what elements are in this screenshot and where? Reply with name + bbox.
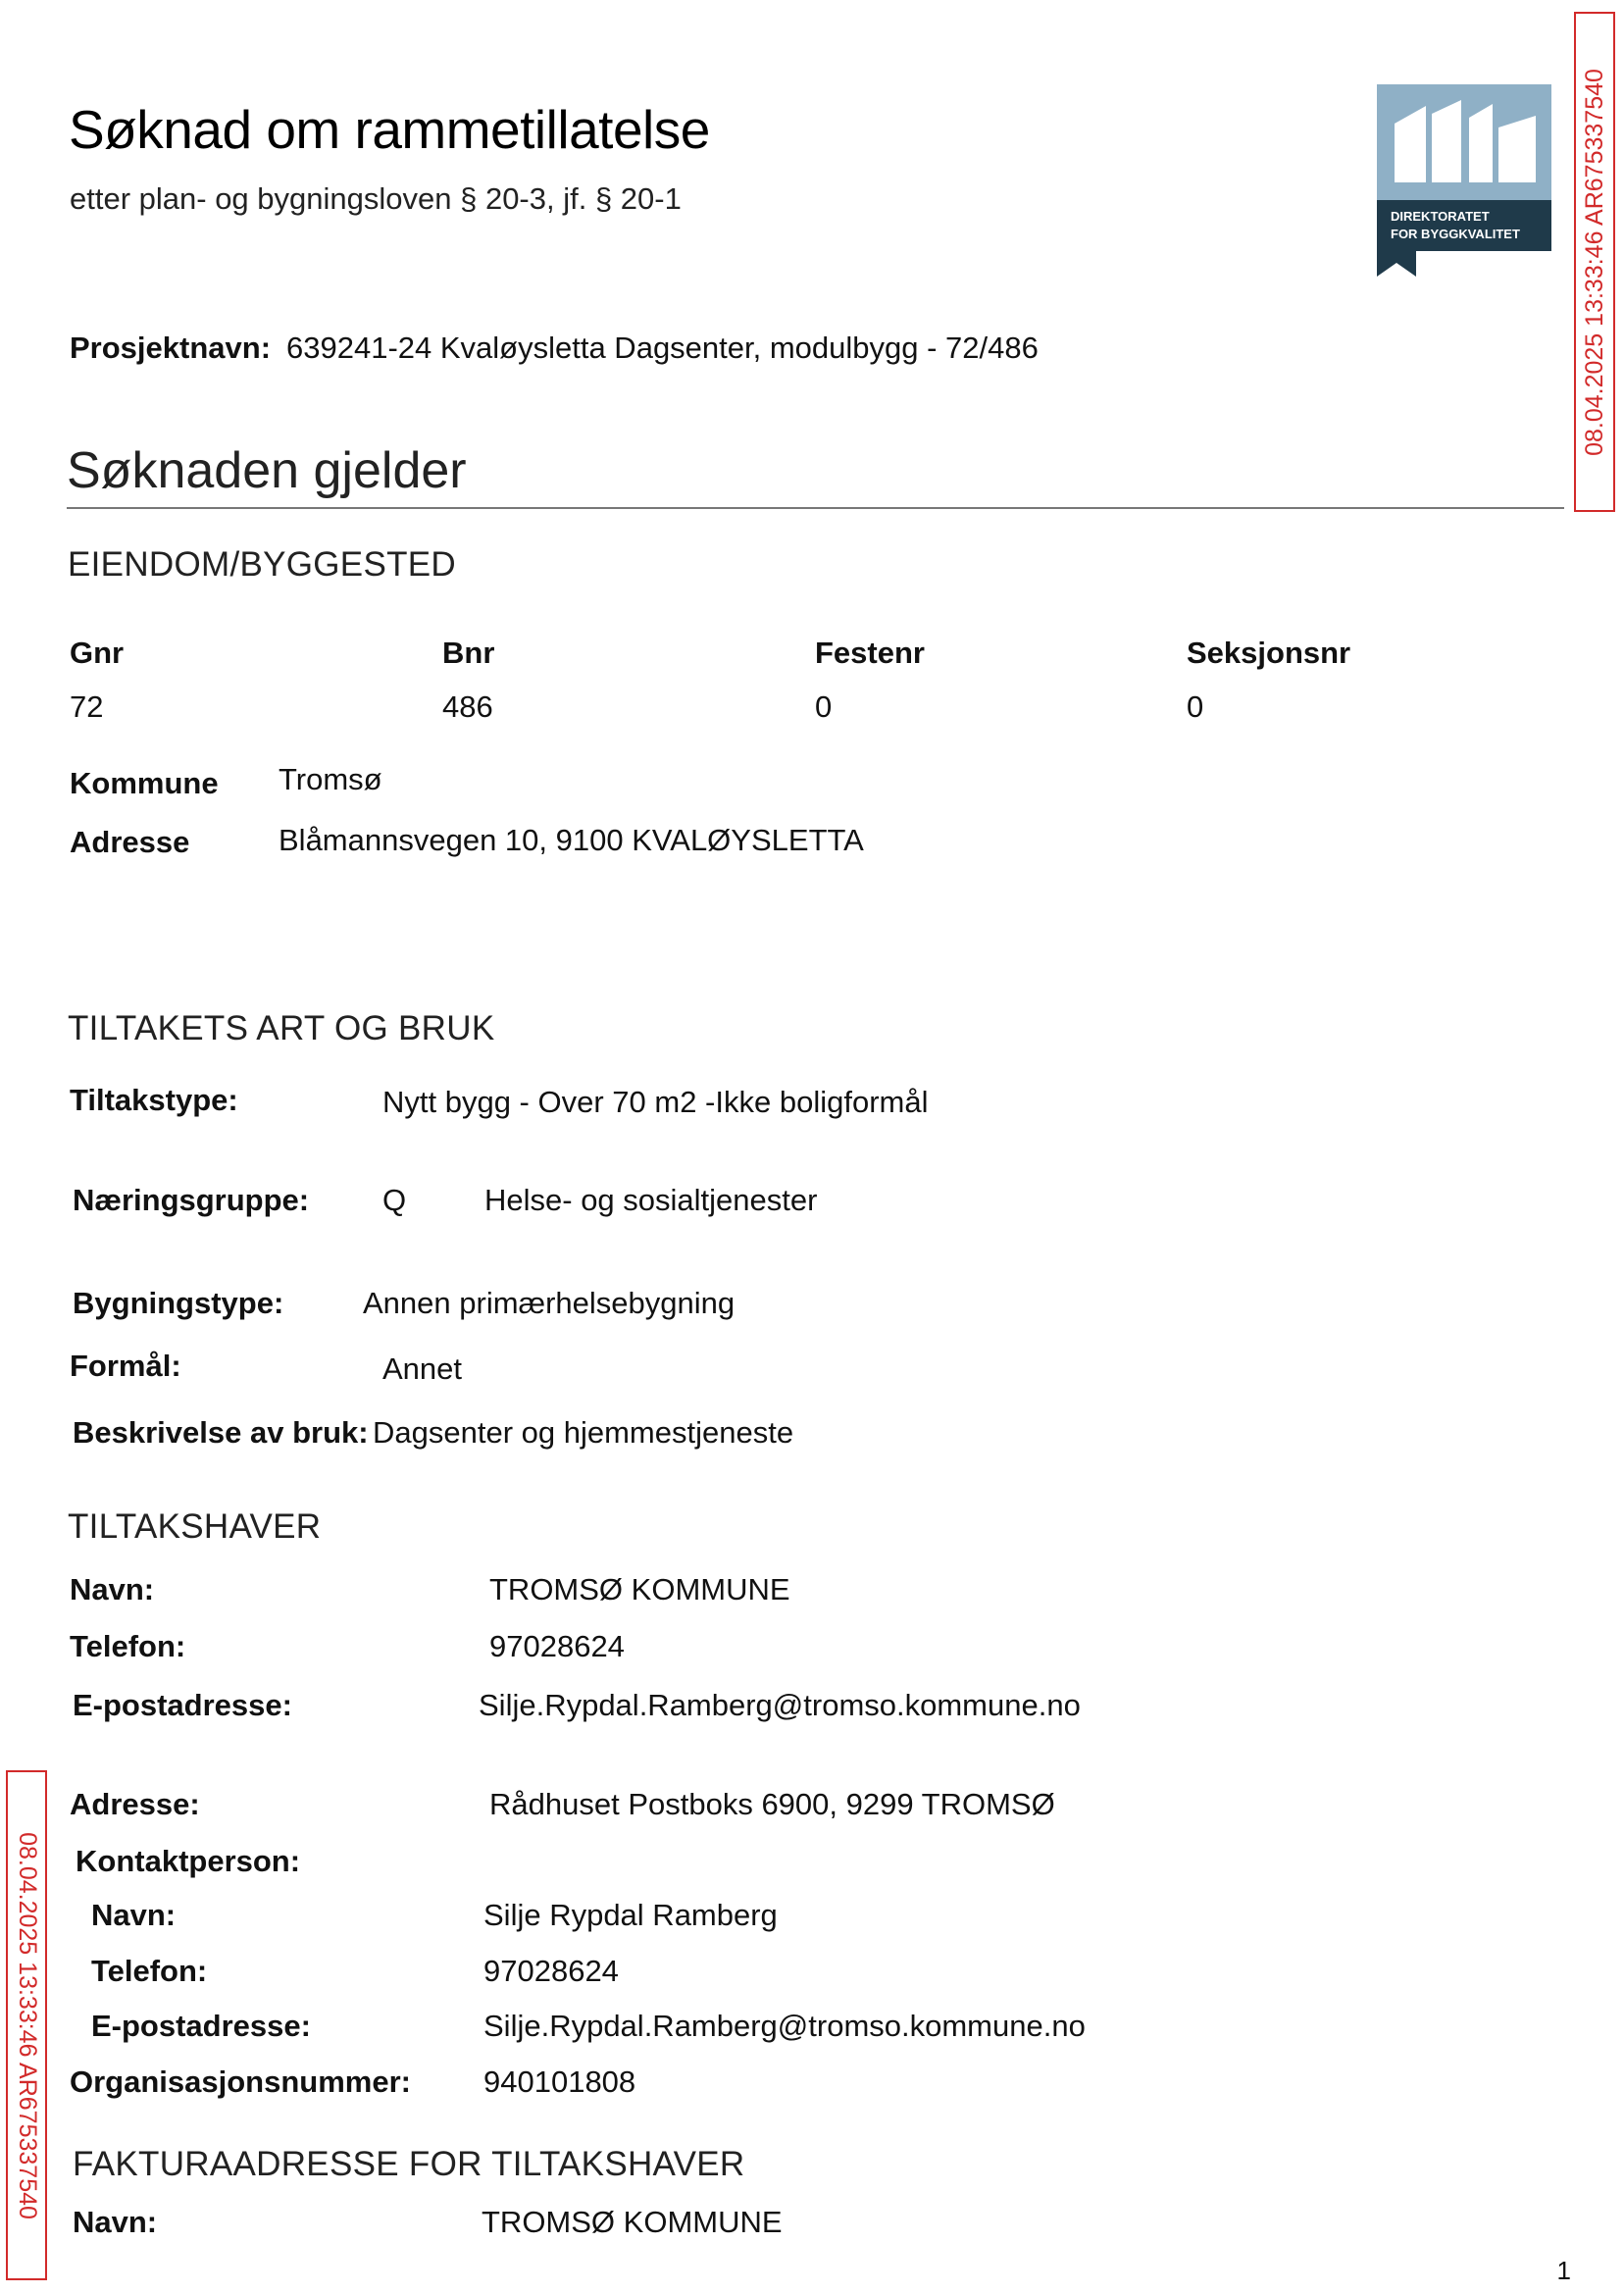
tiltakshaver-adresse-label: Adresse: xyxy=(70,1787,200,1821)
adresse-label: Adresse xyxy=(70,825,190,859)
property-heading: EIENDOM/BYGGESTED xyxy=(68,545,456,584)
tiltakshaver-navn-label: Navn: xyxy=(70,1572,155,1606)
page-number: 1 xyxy=(1556,2256,1571,2285)
bruk-value: Dagsenter og hjemmestjeneste xyxy=(373,1415,794,1450)
kontaktperson-label: Kontaktperson: xyxy=(76,1844,301,1878)
kontakt-telefon-label: Telefon: xyxy=(91,1954,208,1988)
tiltakshaver-navn-value: TROMSØ KOMMUNE xyxy=(489,1572,790,1606)
gnr-label: Gnr xyxy=(70,636,125,670)
naeringsgruppe-label: Næringsgruppe: xyxy=(73,1183,310,1217)
section-title: Søknaden gjelder xyxy=(67,442,467,499)
gnr-value: 72 xyxy=(70,689,104,724)
tiltakshaver-telefon-label: Telefon: xyxy=(70,1629,186,1663)
tiltakstype-value: Nytt bygg - Over 70 m2 -Ikke boligformål xyxy=(382,1085,929,1119)
formal-label: Formål: xyxy=(70,1349,181,1383)
page-title: Søknad om rammetillatelse xyxy=(69,99,710,160)
tiltakshaver-telefon-value: 97028624 xyxy=(489,1629,625,1663)
adresse-value: Blåmannsvegen 10, 9100 KVALØYSLETTA xyxy=(279,823,864,857)
kontakt-navn-label: Navn: xyxy=(91,1898,177,1932)
naeringsgruppe-code: Q xyxy=(382,1183,407,1217)
orgnr-value: 940101808 xyxy=(483,2065,636,2099)
bygningstype-value: Annen primærhelsebygning xyxy=(363,1286,736,1320)
kommune-label: Kommune xyxy=(70,766,219,800)
orgnr-label: Organisasjonsnummer: xyxy=(70,2065,411,2099)
tiltakshaver-epost-value: Silje.Rypdal.Ramberg@tromso.kommune.no xyxy=(479,1688,1081,1722)
kontakt-epost-label: E-postadresse: xyxy=(91,2009,311,2043)
seksjonsnr-label: Seksjonsnr xyxy=(1187,636,1351,670)
formal-value: Annet xyxy=(382,1351,463,1386)
faktura-heading: FAKTURAADRESSE FOR TILTAKSHAVER xyxy=(73,2145,745,2183)
kontakt-navn-value: Silje Rypdal Ramberg xyxy=(483,1898,778,1932)
page-subtitle: etter plan- og bygningsloven § 20-3, jf. § 20-1 xyxy=(70,181,682,216)
receipt-stamp-top xyxy=(1574,12,1615,512)
kontakt-telefon-value: 97028624 xyxy=(483,1954,619,1988)
naeringsgruppe-value: Helse- og sosialtjenester xyxy=(484,1183,818,1217)
bnr-label: Bnr xyxy=(442,636,495,670)
festenr-value: 0 xyxy=(815,689,833,724)
receipt-stamp-bottom xyxy=(6,1770,47,2280)
seksjonsnr-value: 0 xyxy=(1187,689,1204,724)
tiltakstype-label: Tiltakstype: xyxy=(70,1083,238,1117)
tiltak-heading: TILTAKETS ART OG BRUK xyxy=(68,1009,495,1047)
section-divider xyxy=(67,507,1564,509)
tiltakshaver-adresse-value: Rådhuset Postboks 6900, 9299 TROMSØ xyxy=(489,1787,1055,1821)
bygningstype-label: Bygningstype: xyxy=(73,1286,284,1320)
bruk-label: Beskrivelse av bruk: xyxy=(73,1415,369,1450)
project-label: Prosjektnavn: xyxy=(70,331,272,365)
logo-text-line2: FOR BYGGKVALITET xyxy=(1391,227,1520,241)
kommune-value: Tromsø xyxy=(279,762,382,796)
tiltakshaver-heading: TILTAKSHAVER xyxy=(68,1507,322,1546)
faktura-navn-label: Navn: xyxy=(73,2205,158,2239)
festenr-label: Festenr xyxy=(815,636,925,670)
tiltakshaver-epost-label: E-postadresse: xyxy=(73,1688,292,1722)
project-value: 639241-24 Kvaløysletta Dagsenter, modulbygg - 72/486 xyxy=(286,331,1039,365)
faktura-navn-value: TROMSØ KOMMUNE xyxy=(482,2205,783,2239)
receipt-stamp-text: 08.04.2025 13:33:46 AR675337540 xyxy=(13,1831,41,2219)
receipt-stamp-text: 08.04.2025 13:33:46 AR675337540 xyxy=(1580,68,1608,456)
dibk-logo xyxy=(1377,84,1551,277)
bnr-value: 486 xyxy=(442,689,493,724)
kontakt-epost-value: Silje.Rypdal.Ramberg@tromso.kommune.no xyxy=(483,2009,1086,2043)
logo-text-line1: DIREKTORATET xyxy=(1391,209,1490,224)
